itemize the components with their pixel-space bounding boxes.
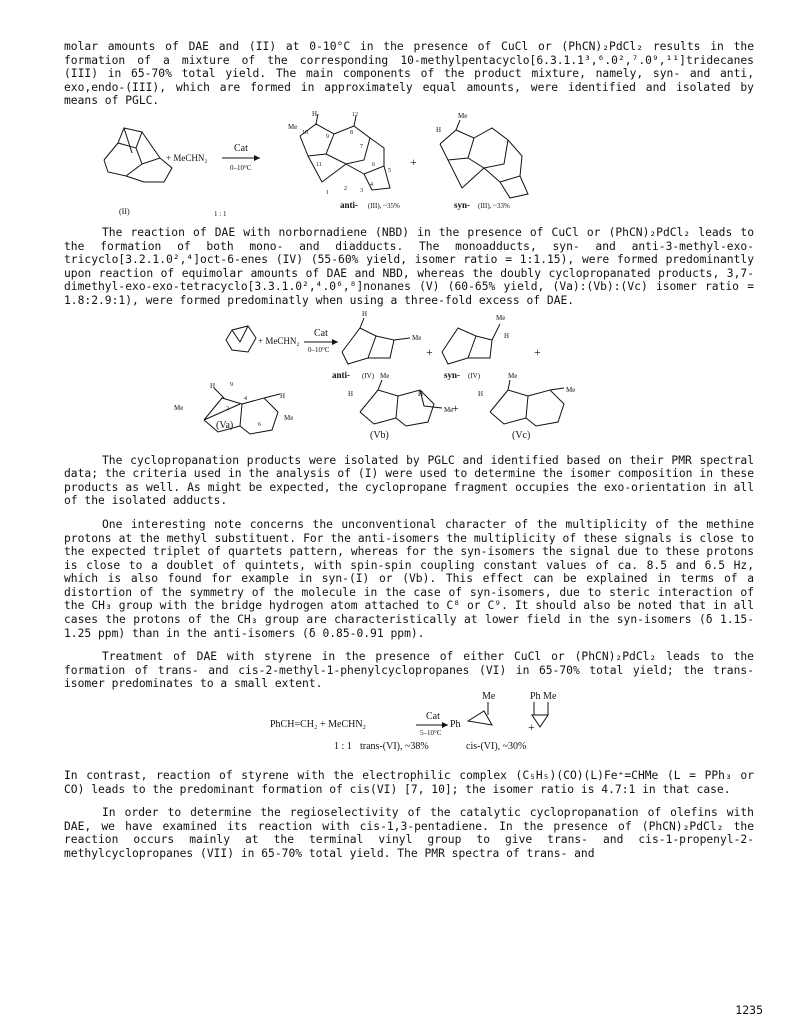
va-6: 6 bbox=[258, 421, 261, 428]
conditions-label-3: 5–10°C bbox=[420, 729, 442, 738]
trans-me: Me bbox=[482, 691, 496, 703]
syn-me-label: Me bbox=[458, 111, 468, 120]
syn-yield: (III), ~33% bbox=[478, 201, 510, 210]
styrene-lhs: PhCH=CH₂ + MeCHN₂ bbox=[270, 719, 367, 731]
scheme-1-svg bbox=[64, 108, 754, 216]
anti-iii-structure bbox=[300, 111, 390, 190]
locant-4: 4 bbox=[370, 181, 373, 188]
plus-vi: + bbox=[528, 720, 535, 735]
va-4: 4 bbox=[244, 395, 247, 402]
ratio-label: 1 : 1 bbox=[214, 209, 227, 216]
vc-label: (Vc) bbox=[512, 429, 531, 441]
locant-7: 7 bbox=[360, 143, 363, 150]
anti-iv-num: (IV) bbox=[362, 371, 375, 380]
va-h2: H bbox=[280, 391, 286, 400]
paragraph-1: molar amounts of DAE and (II) at 0-10°C in the presence of CuCl or (PhCN)₂PdCl₂ results in the formation of a mixture of the corresponding 10-methylpentacyclo[6.3.1.1³,⁶.0²,⁷.0⁹,¹¹]tridecanes (III) in 65-70% total yield. The main components of the product mixture, namely, syn- and anti, exo,endo-(III), which are formed in approximately equal amounts, were identified and isolated by means of PGLC. bbox=[64, 40, 754, 108]
cat-label: Cat bbox=[234, 142, 248, 154]
plus-sign: + bbox=[410, 154, 417, 169]
page-body bbox=[64, 40, 754, 861]
locant-12: 12 bbox=[352, 111, 358, 118]
paragraph-2: The reaction of DAE with norbornadiene (NBD) in the presence of CuCl or (PhCN)₂PdCl₂ leads to the formation of both mono- and diadducts. The monoadducts, syn- and anti-3-methyl-exo-tricyclo[3.2.1.0²,⁴]oct-6-enes (IV) (55-60% yield, isomer ratio = 1:1.15), were formed predominantly upon reaction of equimolar amounts of DAE and NBD, whereas the doubly cyclopropanated products, 3,7-dimethyl-exo-exo-tetracyclo[3.3.1.0²,⁴.0⁶,⁸]nonanes (V) (60-65% yield, (Va):(Vb):(Vc) isomer ratio = 1.8:2.9:1), were formed predominatly when using a three-fold excess of DAE. bbox=[64, 225, 754, 307]
paragraph-5: Treatment of DAE with styrene in the presence of either CuCl or (PhCN)₂PdCl₂ leads to the formation of trans- and cis-2-methyl-1-phenylcyclopropanes (VI) in 65-70% total yield; the trans-isomer predominates to a small extent. bbox=[64, 650, 754, 691]
plus-iv: + bbox=[426, 344, 433, 359]
locant-6: 6 bbox=[372, 161, 375, 168]
anti-iv-h: H bbox=[362, 309, 368, 318]
locant-5: 5 bbox=[388, 167, 391, 174]
me-label: Me bbox=[288, 122, 298, 131]
reagent-label-2: + MeCHN₂ bbox=[258, 335, 300, 346]
figure-2-scheme bbox=[64, 308, 754, 444]
locant-8: 8 bbox=[350, 129, 353, 136]
anti-iv-label: anti- bbox=[332, 369, 350, 380]
vb-me2: Me bbox=[444, 405, 454, 414]
locant-11: 11 bbox=[316, 161, 322, 168]
paragraph-3: The cyclopropanation products were isolated by PGLC and identified based on their PMR spectral data; the criteria used in the analysis of (I) were used to determine the isomer composition in these products as well. As might be expected, the cyclopropane fragment occupies the exo-orientation in all of the isolated adducts. bbox=[64, 453, 754, 508]
syn-iv-me: Me bbox=[496, 313, 506, 322]
plus-iv-2: + bbox=[534, 344, 541, 359]
conditions-label: 0–10°C bbox=[230, 163, 252, 172]
scheme-3-svg bbox=[64, 691, 754, 759]
syn-iv-label: syn- bbox=[444, 369, 461, 380]
cis-phme: Ph Me bbox=[530, 691, 557, 703]
figure-3-scheme bbox=[64, 691, 754, 759]
syn-iv-h: H bbox=[504, 331, 510, 340]
anti-iv-me: Me bbox=[412, 333, 422, 342]
compound-ii-structure bbox=[104, 128, 172, 182]
anti-label: anti- bbox=[340, 199, 358, 210]
cat-label-2: Cat bbox=[314, 327, 328, 339]
page-number: 1235 bbox=[735, 1003, 763, 1017]
scheme-2-svg bbox=[64, 308, 754, 444]
syn-iii-structure bbox=[440, 120, 528, 198]
h-label: H bbox=[312, 109, 318, 118]
va-h: H bbox=[210, 381, 216, 390]
arrow-head bbox=[254, 155, 260, 161]
conditions-label-2: 0–10°C bbox=[308, 345, 330, 354]
paragraph-4: One interesting note concerns the unconventional character of the multiplicity of the methine protons at the methyl substituent. For the anti-isomers the multiplicity of these signals is close to the expected triplet of quartets pattern, whereas for the syn-isomers the signal due to these protons is close to a doublet of quintets, with spin-spin coupling constant values of ca. 8.5 and 6.5 Hz, which is also found for example in syn-(I) or (Vb). This effect can be explained in terms of a distortion of the symmetry of the molecule in the case of syn-isomers, due to steric interaction of the CH₃ group with the bridge hydrogen atom attached to C⁸ or C⁹. It should also be noted that in all cases the protons of the CH₃ group are characteristically at lower field in the syn-isomers (δ 1.15-1.25 ppm) than in the anti-isomers (δ 0.85-0.91 ppm). bbox=[64, 517, 754, 640]
locant-1: 1 bbox=[326, 189, 329, 196]
va-label: (Va) bbox=[216, 419, 234, 431]
syn-iv-num: (IV) bbox=[468, 371, 481, 380]
syn-label: syn- bbox=[454, 199, 471, 210]
locant-10: 10 bbox=[302, 129, 308, 136]
figure-1-scheme bbox=[64, 108, 754, 216]
vc-h: H bbox=[478, 389, 484, 398]
nbd-structure bbox=[226, 326, 256, 352]
plus-vb: + bbox=[452, 400, 459, 415]
paragraph-7: In order to determine the regioselectivity of the catalytic cyclopropanation of olefins with DAE, we have examined its reaction with cis-1,3-pentadiene. In the presence of (PhCN)₂PdCl₂ the reaction occurs mainly at the terminal vinyl group to give trans- and cis-1-propenyl-2-methylcyclopropanes (VII) in 65-70% total yield. The PMR spectra of trans- and bbox=[64, 806, 754, 860]
reagent-label: + MeCHN₂ bbox=[166, 152, 208, 163]
cis-yield: cis-(VI), ~30% bbox=[466, 741, 527, 753]
vb-label: (Vb) bbox=[370, 429, 389, 441]
locant-9: 9 bbox=[326, 133, 329, 140]
vc-structure bbox=[490, 380, 564, 426]
syn-iv-structure bbox=[442, 324, 500, 364]
vb-structure bbox=[360, 380, 442, 426]
locant-3: 3 bbox=[360, 187, 363, 194]
syn-h-label: H bbox=[436, 125, 442, 134]
trans-yield: trans-(VI), ~38% bbox=[360, 741, 429, 753]
va-2: 2 bbox=[226, 405, 229, 412]
cat-label-3: Cat bbox=[426, 711, 440, 723]
label-ii: (II) bbox=[119, 206, 130, 216]
trans-vi-structure bbox=[468, 702, 492, 725]
trans-ph: Ph bbox=[450, 719, 461, 731]
paragraph-6: In contrast, reaction of styrene with the electrophilic complex (C₅H₅)(CO)(L)Fe⁺=CHMe (L = PPh₃ or CO) leads to the predominant formation of cis(VI) [7, 10]; the isomer ratio is 4.7:1 in that case. bbox=[64, 769, 754, 796]
vb-me: Me bbox=[380, 371, 390, 380]
vc-me: Me bbox=[508, 371, 518, 380]
vc-me2: Me bbox=[566, 385, 576, 394]
locant-2: 2 bbox=[344, 185, 347, 192]
va-9: 9 bbox=[230, 381, 233, 388]
anti-yield: (III), ~35% bbox=[368, 201, 400, 210]
ratio-vi: 1 : 1 bbox=[334, 741, 352, 753]
va-me: Me bbox=[174, 403, 184, 412]
vb-h: H bbox=[348, 389, 354, 398]
vb-h2: H bbox=[418, 389, 424, 398]
va-me2: Me bbox=[284, 413, 294, 422]
anti-iv-structure bbox=[342, 318, 410, 364]
